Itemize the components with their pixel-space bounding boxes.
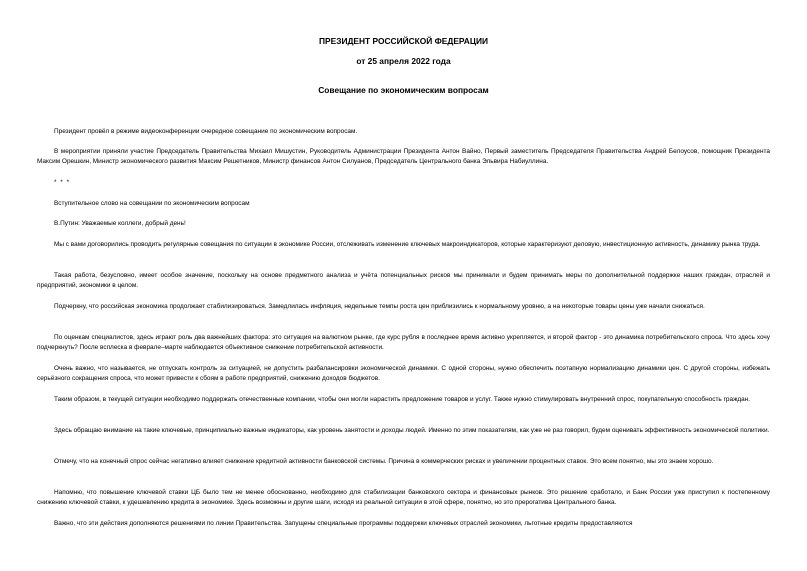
paragraph-government-measures: Важно, что эти действия дополняются решениями по линии Правительства. Запущены специальные программы поддержки ключевых отраслей экономики, льготные кредиты предоставляются	[54, 520, 633, 527]
paragraph-intro: Президент провёл в режиме видеоконференции очередное совещание по экономическим вопросам.	[54, 128, 358, 135]
paragraph-factors: По оценкам специалистов, здесь играют роль два важнейших фактора: это ситуация на валютном рынке, где курс рубля в последнее время активно укрепляется, и второй фактор - это динамика потребительского спроса. Что здесь хочу подчеркнуть? После всплеска в феврале–марте наблюдается объективное снижение потребительской активности.	[37, 334, 770, 352]
document-date: от 25 апреля 2022 года	[356, 56, 451, 66]
document-title: ПРЕЗИДЕНТ РОССИЙСКОЙ ФЕДЕРАЦИИ	[319, 36, 488, 46]
paragraph-domestic-companies: Таким образом, в текущей ситуации необходимо поддержать отечественные компании, чтобы они могли нарастить предложение товаров и услуг. Также нужно стимулировать внутренний спрос, покупательную способность граждан.	[54, 396, 751, 403]
document-subject: Совещание по экономическим вопросам	[318, 85, 489, 95]
paragraph-key-rate: Напомню, что повышение ключевой ставки ЦБ было тем не менее обоснованно, необходимо для стабилизации банковского сектора и финансовых рынков. Это решение сработало, и Банк России уже приступил к постепенному снижению ключевой ставки, к удешевлению кредита в экономике. Здесь возможны и другие шаги, исходя из реальной ситуации в этой сфере, понятно, но это прерогатива Центрального банка.	[37, 489, 770, 507]
paragraph-support: Такая работа, безусловно, имеет особое значение, поскольку на основе предметного анализа и учёта потенциальных рисков мы принимали и будем принимать меры по дополнительной поддержке наших граждан, отраслей и предприятий, экономики в целом.	[37, 272, 770, 290]
paragraph-credit-activity: Отмечу, что на конечный спрос сейчас негативно влияет снижение кредитной активности банковской системы. Причина в коммерческих рисках и увеличении процентных ставок. Это всем понятно, мы это знаем хорошо.	[54, 458, 714, 465]
paragraph-stabilization: Подчеркну, что российская экономика продолжает стабилизироваться. Замедлилась инфляция, недельные темпы роста цен приблизились к нормальному уровню, а на некоторые товары цены уже начали снижаться.	[54, 303, 705, 310]
paragraph-greeting: В.Путин: Уважаемые коллеги, добрый день!	[54, 220, 186, 227]
paragraph-meetings: Мы с вами договорились проводить регулярные совещания по ситуации в экономике России, отслеживать изменение ключевых макроиндикаторов, которые характеризуют деловую, инвестиционную активность, динамику рынка труда.	[54, 241, 761, 248]
paragraph-control: Очень важно, что называется, не отпускать контроль за ситуацией, не допустить разбалансировки экономической динамики. С одной стороны, нужно обеспечить поэтапную нормализацию динамики цен. С другой стороны, избежать серьёзного сокращения спроса, что может привести к сбоям в работе предприятий, снижению доходов бюджетов.	[37, 365, 770, 383]
paragraph-participants: В мероприятии приняли участие Председатель Правительства Михаил Мишустин, Руководитель Администрации Президента Антон Вайно, Первый заместитель Председателя Правительства Андрей Белоусов, помощник Президента Максим Орешкин, Министр экономического развития Максим Решетников, Министр финансов Антон Силуанов, Председатель Центрального банка Эльвира Набиуллина.	[37, 148, 770, 166]
paragraph-indicators: Здесь обращаю внимание на такие ключевые, принципиально важные индикаторы, как уровень занятости и доходы людей. Именно по этим показателям, как уже не раз говорил, будем оценивать эффективность экономической политики.	[54, 427, 770, 434]
paragraph-section-title: Вступительное слово на совещании по экономическим вопросам	[54, 200, 250, 207]
section-separator: * * *	[54, 179, 71, 186]
